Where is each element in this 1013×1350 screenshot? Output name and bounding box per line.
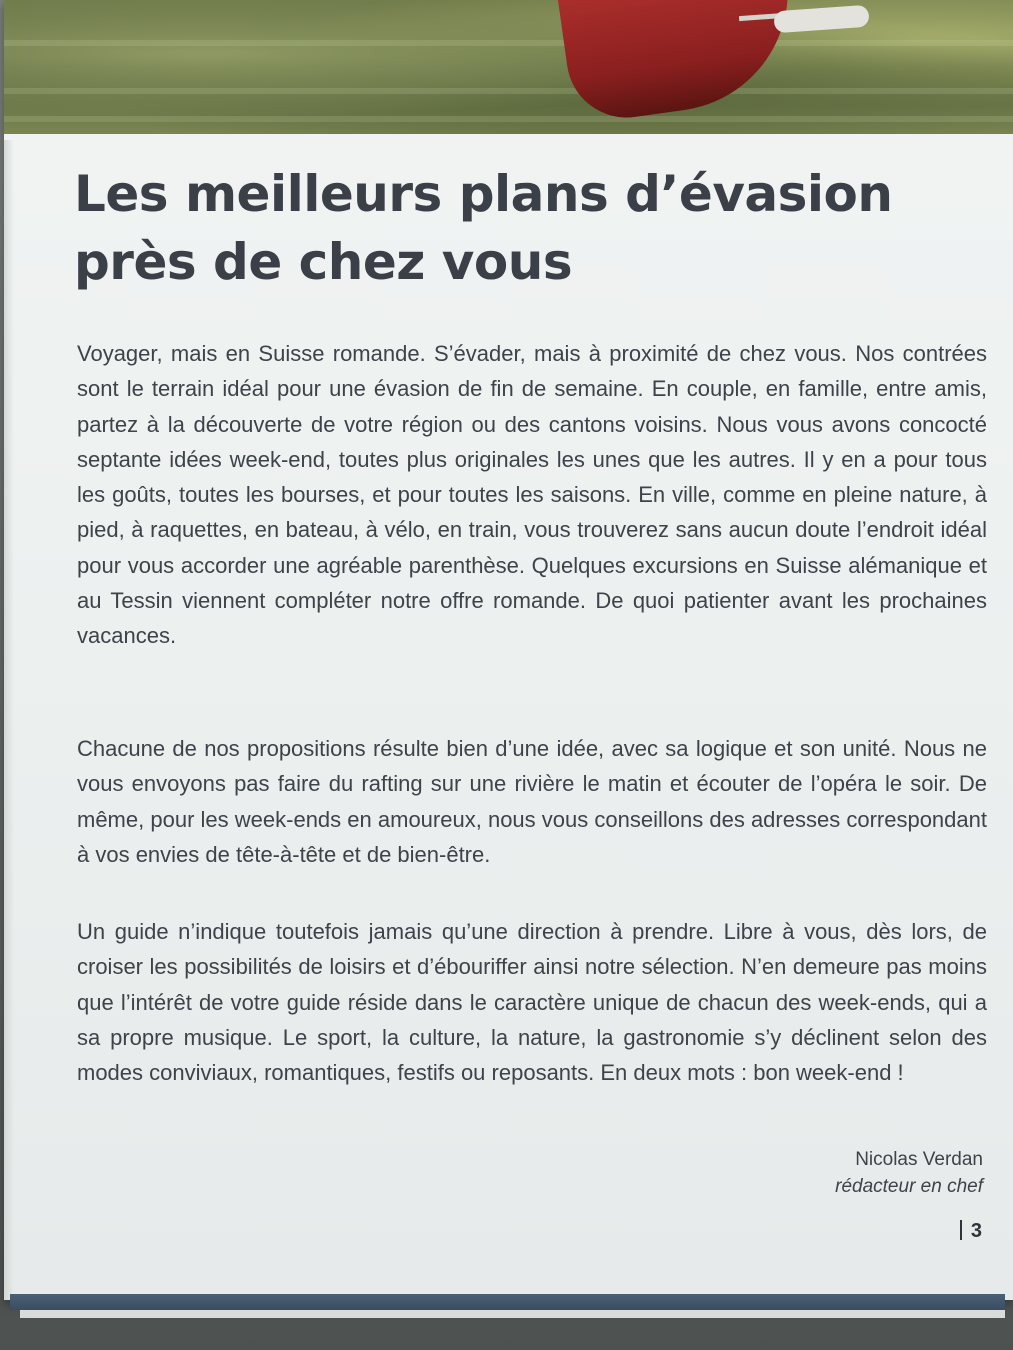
page-title (74, 160, 954, 296)
page-number-divider (960, 1220, 962, 1240)
title-line-1: Les meilleurs plans d’évasion (74, 165, 893, 223)
booklet-page-stack (20, 1310, 1005, 1318)
page-number (960, 1220, 982, 1243)
water-ripple (4, 40, 1013, 46)
title-line-2: près de chez vous (74, 233, 573, 291)
author-role: rédacteur en chef (835, 1176, 983, 1197)
paragraph-guide: Un guide n’indique toutefois jamais qu’une direction à prendre. Libre à vous, dès lors, de croiser les possibilités de loisirs et d’ébouriffer ainsi notre sélection. N’en demeure pas moins que l’intérêt de votre guide réside dans le caractère unique de chacun des week-ends, qui a sa propre musique. Le sport, la culture, la nature, la gastronomie s’y déclinent selon des modes conviviaux, romantiques, festifs ou reposants. En deux mots : bon week-end ! (77, 919, 987, 1086)
author-name: Nicolas Verdan (855, 1149, 983, 1170)
paragraph-intro: Voyager, mais en Suisse romande. S’évader, mais à proximité de chez vous. Nos contrées sont le terrain idéal pour une évasion de fin de semaine. En couple, en famille, entre amis, partez à la découverte de votre région ou des cantons voisins. Nous vous avons concocté septante idées week-end, toutes plus originales les unes que les autres. Il y en a pour tous les goûts, toutes les bourses, et pour toutes les saisons. En ville, comme en pleine nature, à pied, à raquettes, en bateau, à vélo, en train, vous trouverez sans aucun doute l’endroit idéal pour vous accorder une agréable parenthèse. Quelques excursions en Suisse alémanique et au Tessin viennent compléter notre offre romande. De quoi patienter avant les prochaines vacances. (77, 341, 987, 649)
paragraph-ideas: Chacune de nos propositions résulte bien d’une idée, avec sa logique et son unité. Nous ne vous envoyons pas faire du rafting sur une rivière le matin et écouter de l’opéra le soir. De même, pour les week-ends en amoureux, nous vous conseillons des adresses correspondant à vos envies de tête-à-tête et de bien-être. (77, 736, 987, 867)
water-ripple (4, 88, 1013, 94)
author-signature (835, 1146, 983, 1200)
header-photo-kayak (4, 0, 1013, 134)
page-gutter-shade (4, 140, 14, 1300)
booklet-edge-band (10, 1294, 1005, 1310)
page-number-value: 3 (970, 1220, 982, 1242)
water-ripple (4, 116, 1013, 122)
paddle-blade (773, 5, 869, 34)
booklet-page (4, 0, 1013, 1300)
